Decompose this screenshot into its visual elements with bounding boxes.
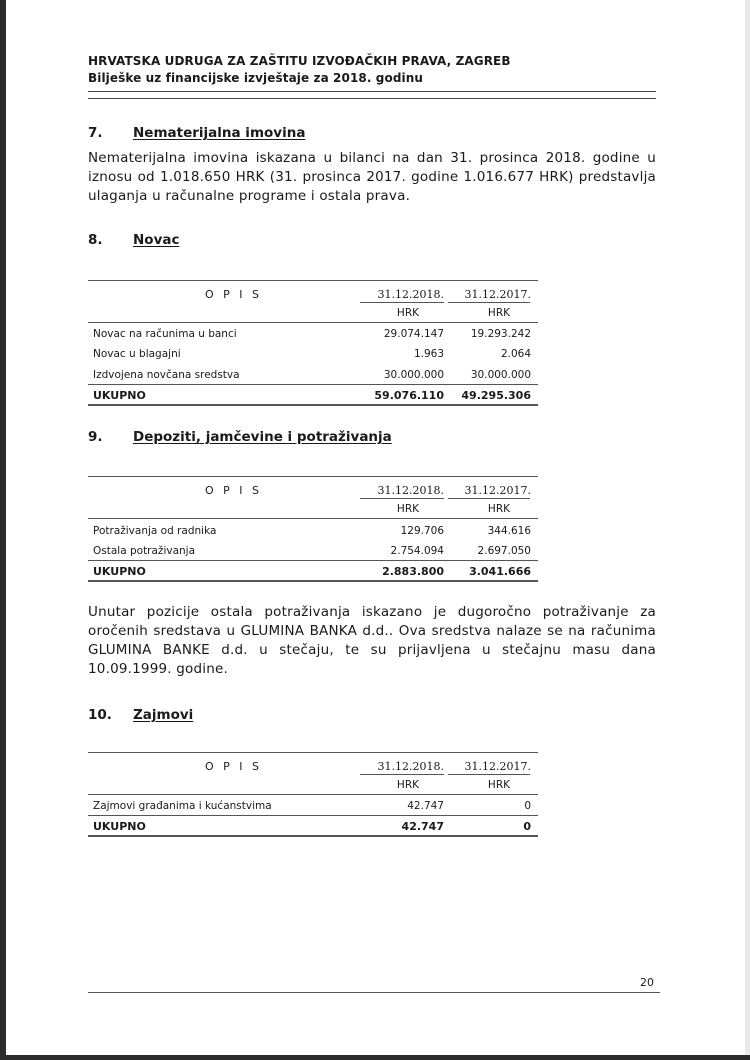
table-header-row <box>88 760 538 778</box>
col-2017-date: 31.12.2017. <box>464 760 531 773</box>
col-2018-date: 31.12.2018. <box>377 760 444 773</box>
row-label: Novac u blagajni <box>93 348 181 360</box>
col-2018-date: 31.12.2018. <box>377 484 444 497</box>
currency-2017: HRK <box>487 503 510 515</box>
table-row <box>88 348 538 366</box>
table-row <box>88 328 538 346</box>
col-2017-date: 31.12.2017. <box>464 288 531 301</box>
section-7-paragraph: Nematerijalna imovina iskazana u bilanci na dan 31. prosinca 2018. godine u iznosu od 1.018.650 HRK (31. prosinca 2017. godine 1.016.677 HRK) predstavlja ulaganja u računalne programe i ostala prava. <box>88 150 656 204</box>
header-underline <box>360 302 444 303</box>
section-number: 10. <box>88 707 112 723</box>
table-rule-bottom <box>88 404 538 406</box>
table-header-row <box>88 288 538 306</box>
opis-header: O P I S <box>205 484 263 497</box>
section-number: 9. <box>88 429 103 445</box>
value-2017: 344.616 <box>487 525 531 537</box>
header-organization: HRVATSKA UDRUGA ZA ZAŠTITU IZVOĐAČKIH PRAVA, ZAGREB <box>88 54 511 68</box>
value-2017: 0 <box>524 800 531 812</box>
header-subtitle: Bilješke uz financijske izvještaje za 2018. godinu <box>88 71 424 85</box>
table-rule <box>88 518 538 519</box>
table-depoziti <box>88 476 538 586</box>
row-label: Zajmovi građanima i kućanstvima <box>93 800 272 812</box>
total-2018: 42.747 <box>401 820 444 833</box>
document-header <box>88 53 511 87</box>
value-2018: 42.747 <box>407 800 444 812</box>
opis-header: O P I S <box>205 288 263 301</box>
table-novac <box>88 280 538 410</box>
row-label: Ostala potraživanja <box>93 545 196 557</box>
table-rule <box>88 280 538 281</box>
table-rule <box>88 752 538 753</box>
currency-2017: HRK <box>487 307 510 319</box>
section-9-heading <box>88 429 392 445</box>
table-rule <box>88 384 538 385</box>
header-underline <box>448 498 530 499</box>
section-title: Depoziti, jamčevine i potraživanja <box>133 429 392 445</box>
total-2018: 59.076.110 <box>374 389 444 402</box>
footer-rule <box>88 992 660 993</box>
row-label: Izdvojena novčana sredstva <box>93 369 240 381</box>
section-number: 8. <box>88 232 103 248</box>
section-7-heading <box>88 125 305 141</box>
header-rule-top <box>88 91 656 92</box>
value-2018: 2.754.094 <box>390 545 444 557</box>
total-label: UKUPNO <box>93 820 146 833</box>
section-title: Novac <box>133 232 180 248</box>
section-title: Nematerijalna imovina <box>133 125 306 141</box>
value-2018: 30.000.000 <box>383 369 444 381</box>
value-2018: 1.963 <box>413 348 444 360</box>
section-8-heading <box>88 232 180 248</box>
row-label: Novac na računima u banci <box>93 328 237 340</box>
opis-header: O P I S <box>205 760 263 773</box>
value-2018: 29.074.147 <box>383 328 444 340</box>
value-2017: 19.293.242 <box>470 328 531 340</box>
total-2017: 3.041.666 <box>469 565 531 578</box>
table-rule-bottom <box>88 835 538 837</box>
total-2018: 2.883.800 <box>382 565 444 578</box>
header-underline <box>448 774 530 775</box>
value-2018: 129.706 <box>400 525 444 537</box>
table-header-row <box>88 484 538 502</box>
table-rule <box>88 560 538 561</box>
section-10-heading <box>88 707 193 723</box>
col-2017-date: 31.12.2017. <box>464 484 531 497</box>
page-number: 20 <box>640 976 654 989</box>
section-title: Zajmovi <box>133 707 194 723</box>
total-2017: 49.295.306 <box>461 389 531 402</box>
table-rule-bottom <box>88 580 538 582</box>
header-underline <box>360 774 444 775</box>
col-2018-date: 31.12.2018. <box>377 288 444 301</box>
total-label: UKUPNO <box>93 565 146 578</box>
header-underline <box>360 498 444 499</box>
header-underline <box>448 302 530 303</box>
currency-2018: HRK <box>396 307 419 319</box>
value-2017: 30.000.000 <box>470 369 531 381</box>
table-rule <box>88 476 538 477</box>
header-rule-bottom <box>88 98 656 99</box>
value-2017: 2.697.050 <box>477 545 531 557</box>
section-number: 7. <box>88 125 103 141</box>
total-label: UKUPNO <box>93 389 146 402</box>
currency-2018: HRK <box>396 503 419 515</box>
table-rule <box>88 322 538 323</box>
table-rule <box>88 794 538 795</box>
row-label: Potraživanja od radnika <box>93 525 217 537</box>
table-rule <box>88 815 538 816</box>
currency-2018: HRK <box>396 779 419 791</box>
total-2017: 0 <box>523 820 531 833</box>
value-2017: 2.064 <box>500 348 531 360</box>
table-row <box>88 525 538 543</box>
currency-2017: HRK <box>487 779 510 791</box>
table-zajmovi <box>88 752 538 844</box>
section-9-paragraph: Unutar pozicije ostala potraživanja iskazano je dugoročno potraživanje za oročenih sredstava u GLUMINA BANKA d.d.. Ova sredstva nalaze se na računima GLUMINA BANKE d.d. u stečaju, te su prijavljena u stečajnu masu dana 10.09.1999. godine. <box>88 604 656 677</box>
